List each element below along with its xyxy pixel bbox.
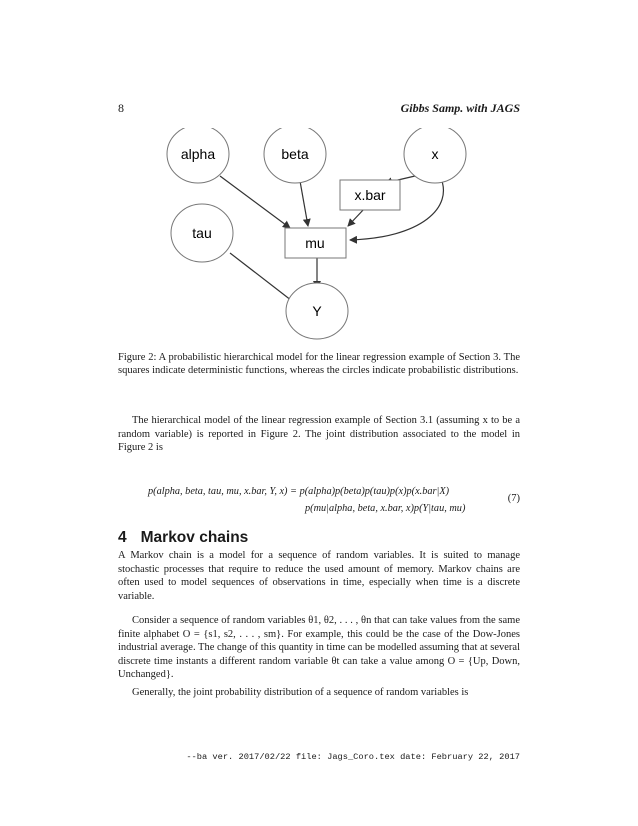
section-title: Markov chains [140, 529, 249, 546]
node-tau-label: tau [192, 225, 212, 241]
node-mu [285, 228, 346, 258]
running-head: Gibbs Samp. with JAGS [400, 101, 520, 115]
model-diagram [160, 128, 480, 348]
body-paragraph: The hierarchical model of the linear regression example of Section 3.1 (assuming x to be a random variable) is reported in Figure 2. The joint distribution associated to the model in Figure 2 is [118, 415, 520, 454]
node-mu-label: mu [305, 235, 325, 251]
node-y-label: Y [312, 303, 322, 319]
section-paragraph-1: A Markov chain is a model for a sequence of random variables. It is suited to manage stochastic processes that require to reduce the used amount of memory. Markov chains are often used to model sequences of observations in time, especially when time is a discrete variable. [118, 550, 520, 602]
node-alpha-label: alpha [180, 146, 216, 162]
node-x [404, 128, 466, 183]
node-xbar [340, 180, 400, 210]
node-beta [264, 128, 326, 183]
page-footer: --ba ver. 2017/02/22 file: Jags_Coro.tex date: February 22, 2017 [186, 752, 520, 762]
section-paragraph-3: Generally, the joint probability distribution of a sequence of random variables is [132, 687, 469, 698]
edge-alpha-mu [220, 176, 290, 228]
section-number: 4 [118, 529, 127, 546]
figure-caption: Figure 2: A probabilistic hierarchical model for the linear regression example of Section 3. The squares indicate deterministic functions, whereas the circles indicate probabilistic distributions. [118, 352, 520, 377]
node-alpha [167, 128, 229, 183]
equation-number: (7) [507, 493, 520, 504]
edge-tau-y [230, 253, 296, 304]
equation-line-2: p(mu|alpha, beta, x.bar, x)p(Y|tau, mu) [305, 503, 466, 514]
edge-xbar-mu [348, 208, 365, 226]
section-paragraph-2: Consider a sequence of random variables θ1, θ2, . . . , θn that can take values from the same finite alphabet O = {s1, s2, . . . , sm}. For example, this could be the case of the Dow-Jones industrial average. The change of this quantity in time can be modelled assuming that at several discrete time instants a different random variable θt can take a value among O = {Up, Down, Unchanged}. [118, 615, 520, 681]
section-heading [118, 529, 248, 547]
equation-line-1: p(alpha, beta, tau, mu, x.bar, Y, x) = p(alpha)p(beta)p(tau)p(x)p(x.bar|X) [148, 486, 450, 497]
model-figure [160, 128, 480, 348]
node-beta-label: beta [281, 146, 309, 162]
edge-beta-mu [300, 181, 308, 226]
node-y [286, 283, 348, 339]
node-xbar-label: x.bar [354, 187, 386, 203]
node-x-label: x [431, 146, 439, 162]
page-number: 8 [118, 101, 124, 115]
node-tau [171, 204, 233, 262]
